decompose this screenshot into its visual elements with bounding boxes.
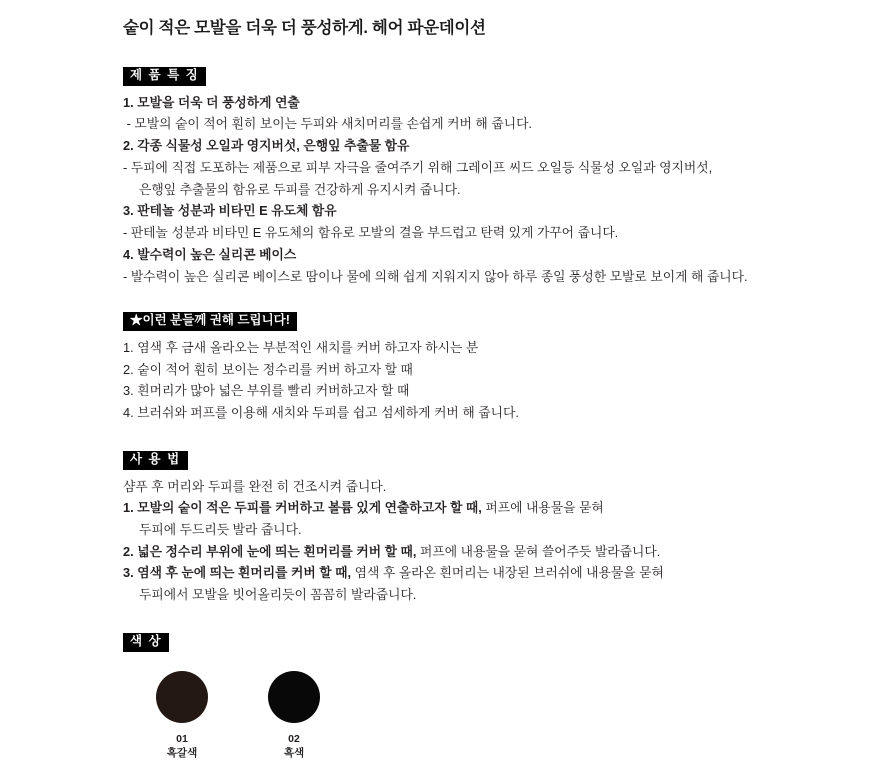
recommend-line: 3. 흰머리가 많아 넓은 부위를 빨리 커버하고자 할 때 bbox=[123, 383, 410, 399]
usage-step bbox=[123, 563, 863, 584]
color-name: 흑색 bbox=[283, 746, 305, 759]
color-dot-icon bbox=[156, 671, 208, 723]
usage-step bbox=[123, 498, 863, 519]
color-dot-icon bbox=[268, 671, 320, 723]
usage-step bbox=[123, 542, 863, 563]
section-usage bbox=[123, 450, 863, 606]
feature-line: - 모발의 숱이 적어 훤히 보이는 두피와 새치머리를 손쉽게 커버 해 줍니다. bbox=[123, 116, 532, 132]
feature-line: 1. 모발을 더욱 더 풍성하게 연출 bbox=[123, 94, 300, 110]
usage-step-bold: 3. 염색 후 눈에 띄는 흰머리를 커버 할 때, bbox=[123, 565, 352, 581]
usage-step-bold: 1. 모발의 숱이 적은 두피를 커버하고 볼륨 있게 연출하고자 할 때, bbox=[123, 500, 482, 516]
usage-step-bold: 2. 넓은 정수리 부위에 눈에 띄는 흰머리를 커버 할 때, bbox=[123, 543, 417, 559]
section-color bbox=[123, 632, 863, 760]
color-code: 01 bbox=[176, 732, 188, 745]
section-recommend bbox=[123, 311, 863, 424]
color-code: 02 bbox=[288, 732, 300, 745]
usage-step-cont: 두피에 두드리듯 발라 줍니다. bbox=[139, 522, 302, 538]
color-swatch[interactable] bbox=[139, 671, 225, 760]
page-title: 숱이 적은 모발을 더욱 더 풍성하게. 헤어 파운데이션 bbox=[123, 19, 486, 37]
usage-list bbox=[123, 477, 863, 606]
usage-intro: 샴푸 후 머리와 두피를 완전 히 건조시켜 줍니다. bbox=[123, 478, 387, 494]
usage-step-cont: 두피에서 모발을 빗어올리듯이 꼼꼼히 발라줍니다. bbox=[139, 587, 417, 603]
recommend-line: 4. 브러쉬와 퍼프를 이용해 새치와 두피를 쉽고 섬세하게 커버 해 줍니다. bbox=[123, 405, 519, 421]
section-features bbox=[123, 66, 863, 287]
recommend-line: 1. 염색 후 금새 올라오는 부분적인 새치를 커버 하고자 하시는 분 bbox=[123, 339, 479, 355]
section-heading-recommend: ★이런 분들께 권해 드립니다! bbox=[123, 312, 297, 331]
section-heading-color: 색 상 bbox=[123, 633, 169, 652]
usage-step-rest: 퍼프에 내용물을 묻혀 쓸어주듯 발라줍니다. bbox=[416, 543, 661, 559]
feature-line: - 두피에 직접 도포하는 제품으로 피부 자극을 줄여주기 위해 그레이프 씨드 오일등 식물성 오일과 영지버섯, bbox=[123, 159, 713, 175]
features-list bbox=[123, 93, 863, 287]
color-name: 흑갈색 bbox=[166, 746, 198, 759]
feature-line: 2. 각종 식물성 오일과 영지버섯, 은행잎 추출물 함유 bbox=[123, 138, 410, 154]
section-heading-features: 제 품 특 징 bbox=[123, 67, 206, 86]
feature-line: 3. 판테놀 성분과 비타민 E 유도체 함유 bbox=[123, 203, 337, 219]
feature-line: - 발수력이 높은 실리콘 베이스로 땀이나 물에 의해 쉽게 지워지지 않아 하루 종일 풍성한 모발로 보이게 해 줍니다. bbox=[123, 268, 748, 284]
feature-line: - 판테놀 성분과 비타민 E 유도체의 함유로 모발의 결을 부드럽고 탄력 있게 가꾸어 줍니다. bbox=[123, 225, 619, 241]
usage-step-rest: 염색 후 올라온 흰머리는 내장된 브러쉬에 내용물을 묻혀 bbox=[351, 565, 664, 581]
section-heading-usage: 사 용 법 bbox=[123, 451, 188, 470]
feature-line: 4. 발수력이 높은 실리콘 베이스 bbox=[123, 246, 297, 262]
recommend-line: 2. 숱이 적어 훤히 보이는 정수리를 커버 하고자 할 때 bbox=[123, 361, 413, 377]
color-swatch-list bbox=[123, 671, 863, 760]
usage-step-rest: 퍼프에 내용물을 묻혀 bbox=[481, 500, 604, 516]
feature-line: 은행잎 추출물의 함유로 두피를 건강하게 유지시켜 줍니다. bbox=[139, 181, 461, 197]
color-swatch[interactable] bbox=[251, 671, 337, 760]
recommend-list bbox=[123, 338, 863, 424]
content-column bbox=[123, 14, 863, 766]
